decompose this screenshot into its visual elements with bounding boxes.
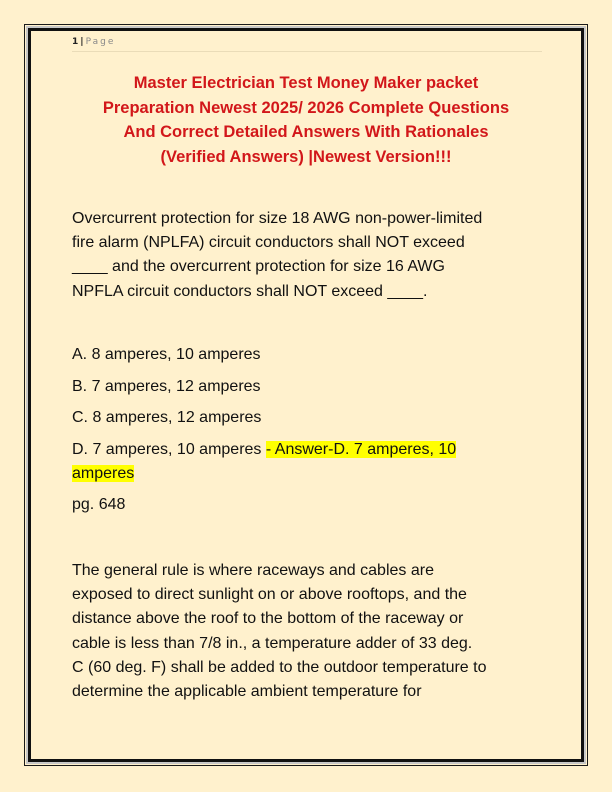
option-d — [72, 438, 552, 486]
option-d-label: D. 7 amperes, 10 amperes — [72, 440, 262, 458]
page-header-separator: | — [80, 37, 84, 47]
page-header — [72, 36, 542, 52]
title-line: And Correct Detailed Answers With Rationales — [123, 123, 489, 141]
question-line: ____ and the overcurrent protection for size 16 AWG — [72, 258, 445, 276]
question-line: determine the applicable ambient temperature for — [72, 683, 422, 701]
question-line: exposed to direct sunlight on or above rooftops, and the — [72, 586, 467, 604]
page-label: Page — [85, 37, 116, 47]
question-line: cable is less than 7/8 in., a temperature adder of 33 deg. — [72, 634, 473, 652]
title-line: (Verified Answers) |Newest Version!!! — [160, 147, 452, 166]
question-line: NPFLA circuit conductors shall NOT exceed ____. — [72, 282, 428, 300]
document-title — [60, 71, 552, 169]
question-2-text — [72, 559, 552, 704]
option-c: C. 8 amperes, 12 amperes — [72, 409, 262, 426]
question-line: The general rule is where raceways and cables are — [72, 562, 434, 579]
question-1-text — [72, 207, 552, 304]
answer-highlight-continued: amperes — [72, 464, 135, 482]
question-line: Overcurrent protection for size 18 AWG non-power-limited — [72, 210, 483, 227]
answer-highlight: - Answer-D. 7 amperes, 10 — [265, 440, 457, 458]
question-line: C (60 deg. F) shall be added to the outdoor temperature to — [72, 658, 487, 676]
question-line: fire alarm (NPLFA) circuit conductors shall NOT exceed — [72, 234, 465, 252]
option-b: B. 7 amperes, 12 amperes — [72, 377, 261, 395]
option-a: A. 8 amperes, 10 amperes — [72, 346, 261, 363]
page-number: 1 — [72, 37, 79, 47]
title-line: Master Electrician Test Money Maker packet — [133, 74, 479, 92]
question-1-options — [72, 343, 552, 517]
title-line: Preparation Newest 2025/ 2026 Complete Questions — [102, 98, 510, 117]
question-line: distance above the roof to the bottom of the raceway or — [72, 610, 464, 628]
page-reference: pg. 648 — [72, 495, 126, 513]
